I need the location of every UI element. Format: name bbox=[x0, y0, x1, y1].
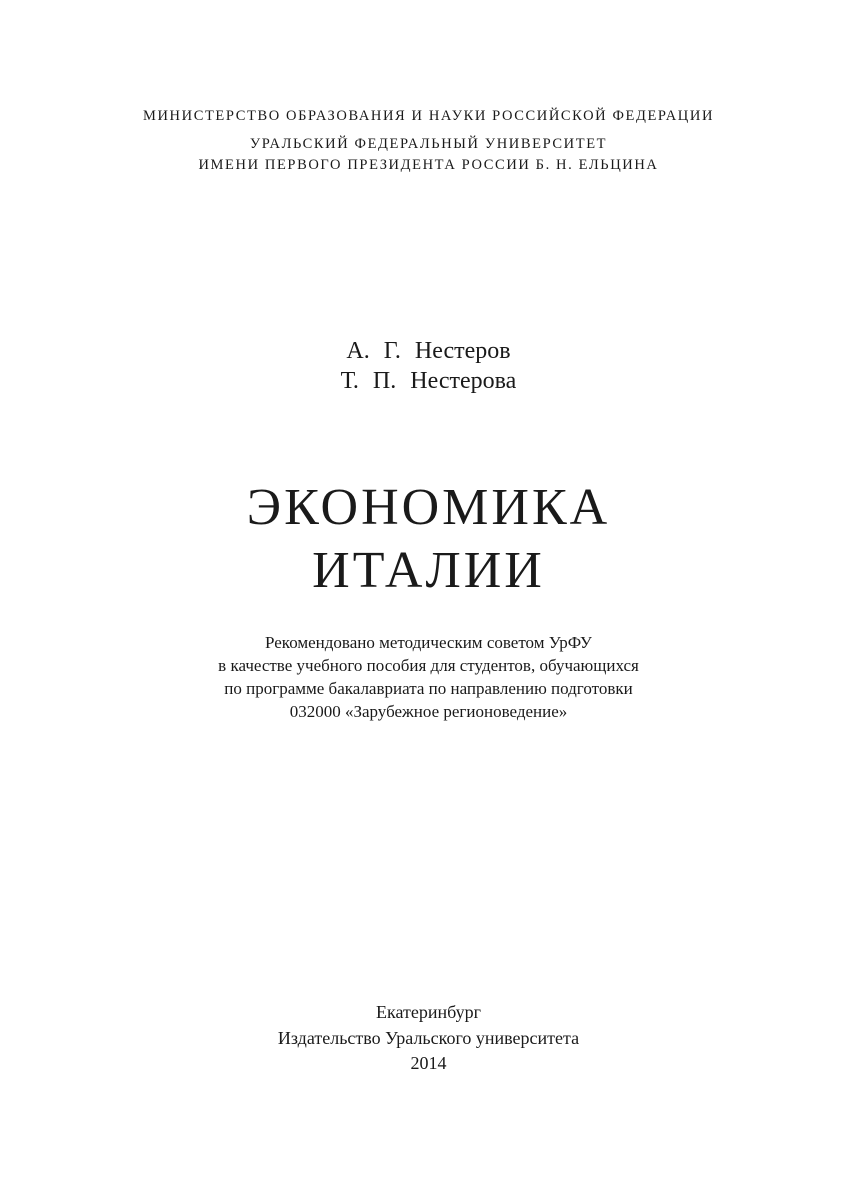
recommendation-line-2: в качестве учебного пособия для студентов, обучающихся bbox=[218, 656, 639, 675]
imprint-year: 2014 bbox=[410, 1053, 447, 1073]
university-line-2: ИМЕНИ ПЕРВОГО ПРЕЗИДЕНТА РОССИИ Б. Н. ЕЛЬЦИНА bbox=[198, 157, 659, 173]
recommendation-line-4: 032000 «Зарубежное регионоведение» bbox=[289, 702, 568, 721]
imprint-publisher: Издательство Уральского университета bbox=[277, 1028, 580, 1048]
author-2: Т. П. Нестерова bbox=[340, 368, 517, 394]
imprint-city: Екатеринбург bbox=[376, 1002, 481, 1022]
author-1: А. Г. Нестеров bbox=[346, 338, 511, 364]
ministry-line: МИНИСТЕРСТВО ОБРАЗОВАНИЯ И НАУКИ РОССИЙСКОЙ ФЕДЕРАЦИИ bbox=[142, 108, 715, 124]
book-title-line-2: ИТАЛИИ bbox=[312, 542, 545, 599]
recommendation-line-3: по программе бакалавриата по направлению подготовки bbox=[224, 679, 633, 698]
university-line-1: УРАЛЬСКИЙ ФЕДЕРАЛЬНЫЙ УНИВЕРСИТЕТ bbox=[249, 136, 608, 152]
recommendation-line-1: Рекомендовано методическим советом УрФУ bbox=[265, 633, 592, 652]
book-title-line-1: ЭКОНОМИКА bbox=[246, 479, 611, 536]
